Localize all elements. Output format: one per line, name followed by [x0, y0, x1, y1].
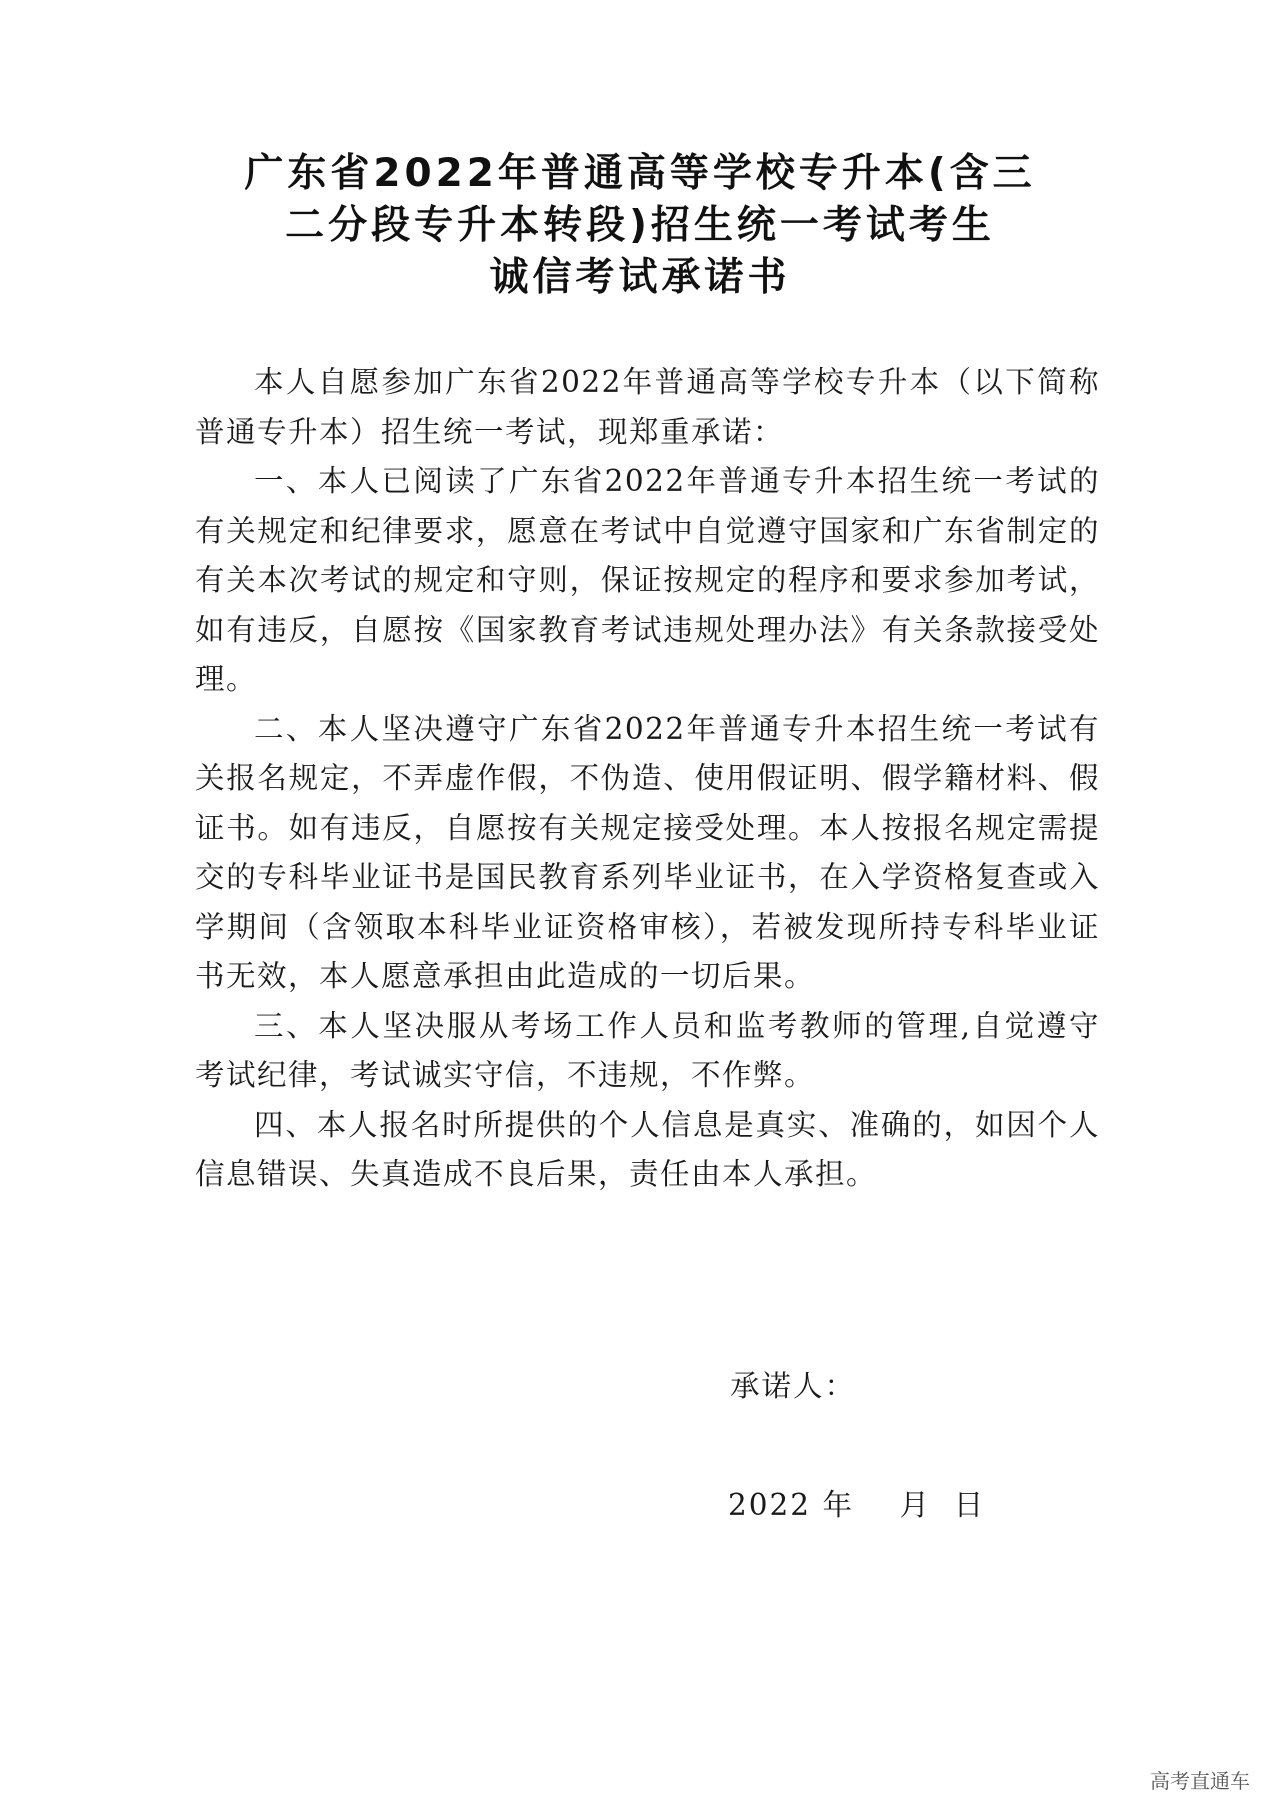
date-line: 2022 年 月 日 [728, 1488, 986, 1522]
title-line-2: 二分段专升本转段)招生统一考试考生 [285, 203, 995, 248]
intro-paragraph: 本人自愿参加广东省2022年普通高等学校专升本（以下简称普通专升本）招生统一考试，现郑重承诺： [195, 365, 1100, 449]
title-line-1: 广东省2022年普通高等学校专升本(含三 [244, 151, 1036, 196]
signature-label: 承诺人： [730, 1369, 857, 1403]
pledge-item-1: 一、本人已阅读了广东省2022年普通专升本招生统一考试的有关规定和纪律要求，愿意在考试中自觉遵守国家和广东省制定的有关本次考试的规定和守则，保证按规定的程序和要求参加考试，如有违反，自愿按《国家教育考试违规处理办法》有关条款接受处理。 [195, 464, 1100, 696]
title-line-3: 诚信考试承诺书 [489, 255, 791, 300]
document-title [200, 148, 1080, 304]
watermark-text: 高考直通车 [1144, 1763, 1256, 1796]
pledge-item-2: 二、本人坚决遵守广东省2022年普通专升本招生统一考试有关报名规定，不弄虚作假，不伪造、使用假证明、假学籍材料、假证书。如有违反，自愿按有关规定接受处理。本人按报名规定需提交的专科毕业证书是国民教育系列毕业证书，在入学资格复查或入学期间（含领取本科毕业证资格审核），若被发现所持专科毕业证书无效，本人愿意承担由此造成的一切后果。 [195, 711, 1100, 993]
pledge-item-4: 四、本人报名时所提供的个人信息是真实、准确的，如因个人信息错误、失真造成不良后果，责任由本人承担。 [195, 1107, 1100, 1191]
pledge-item-3: 三、本人坚决服从考场工作人员和监考教师的管理,自觉遵守考试纪律，考试诚实守信，不违规，不作弊。 [195, 1008, 1100, 1092]
document-body [195, 358, 1100, 1200]
